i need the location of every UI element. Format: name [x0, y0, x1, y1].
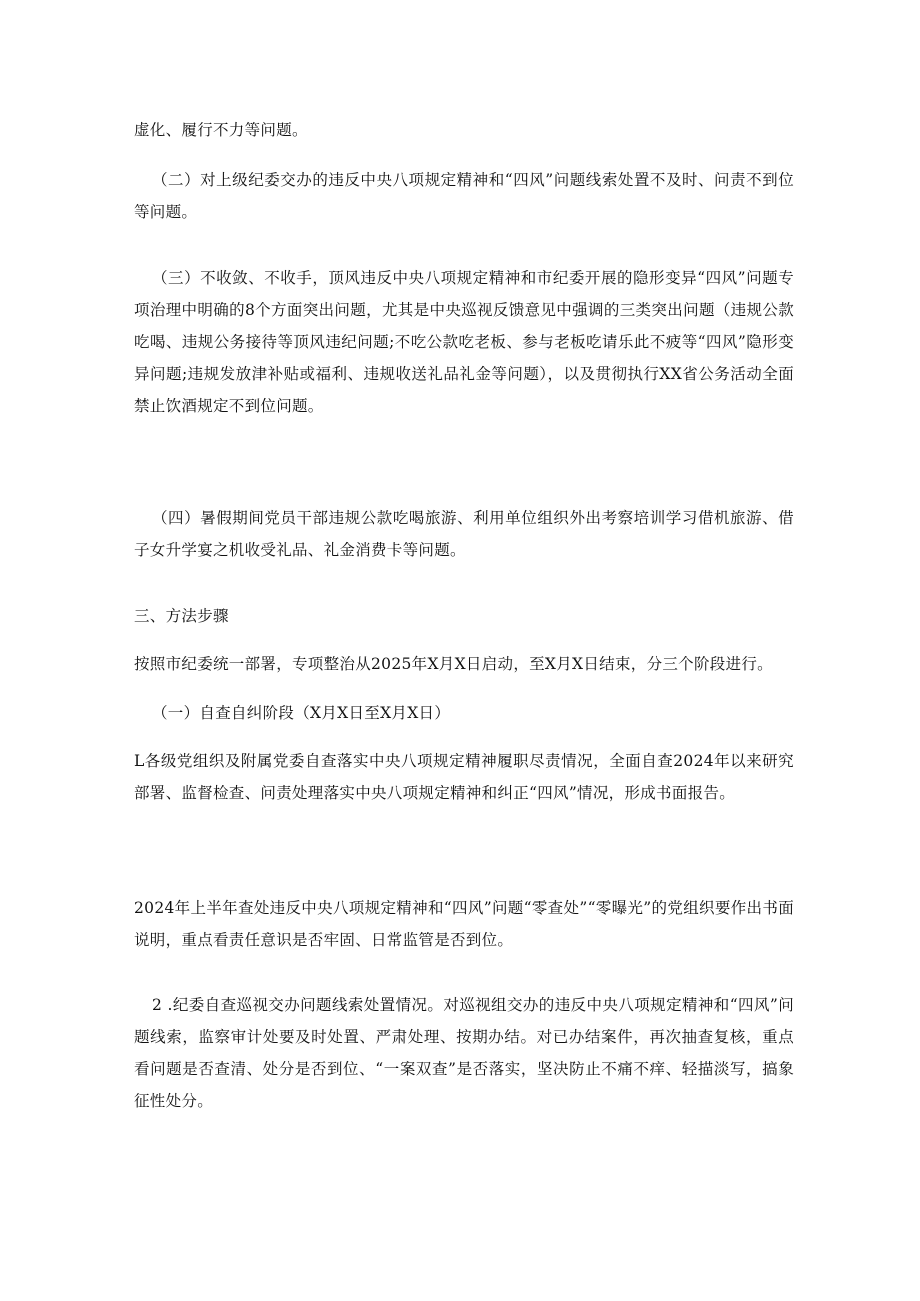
paragraph-item-3: （三）不收敛、不收手，顶风违反中央八项规定精神和市纪委开展的隐形变异“四风”问题专项治理中明确的8个方面突出问题，尤其是中央巡视反馈意见中强调的三类突出问题（违规公款吃喝、违规公务接待等顶风违纪问题;不吃公款吃老板、参与老板吃请乐此不疲等“四风”隐形变异问题;违规发放津补贴或福利、违规收送礼品礼金等问题），以及贯彻执行XX省公务活动全面禁止饮酒规定不到位问题。: [134, 269, 794, 415]
paragraph-item-2: （二）对上级纪委交办的违反中央八项规定精神和“四风”问题线索处置不及时、问责不到位等问题。: [134, 171, 794, 221]
subheading-self-check-stage: （一）自查自纠阶段（X月X日至X月X日）: [152, 704, 451, 722]
paragraph-zero-case-note: 2024年上半年查处违反中央八项规定精神和“四风”问题“零查处”“零曝光”的党组织要作出书面说明，重点看责任意识是否牢固、日常监管是否到位。: [134, 899, 794, 949]
paragraph-step-1: L各级党组织及附属党委自查落实中央八项规定精神履职尽责情况，全面自查2024年以来研究部署、监督检查、问责处理落实中央八项规定精神和纠正“四风”情况，形成书面报告。: [134, 752, 794, 802]
section-heading-methods: 三、方法步骤: [134, 607, 229, 625]
paragraph-item-4: （四）暑假期间党员干部违规公款吃喝旅游、利用单位组织外出考察培训学习借机旅游、借子女升学宴之机收受礼品、礼金消费卡等问题。: [134, 509, 794, 559]
paragraph-continuation: 虚化、履行不力等问题。: [134, 121, 308, 139]
paragraph-schedule: 按照市纪委统一部署，专项整治从2025年X月X日启动，至X月X日结束，分三个阶段进行。: [134, 655, 773, 673]
paragraph-step-2: 2 .纪委自查巡视交办问题线索处置情况。对巡视组交办的违反中央八项规定精神和“四风”问题线索，监察审计处要及时处置、严肃处理、按期办结。对已办结案件，再次抽查复核，重点看问题是否查清、处分是否到位、“一案双查”是否落实，坚决防止不痛不痒、轻描淡写，搞象征性处分。: [134, 996, 794, 1110]
